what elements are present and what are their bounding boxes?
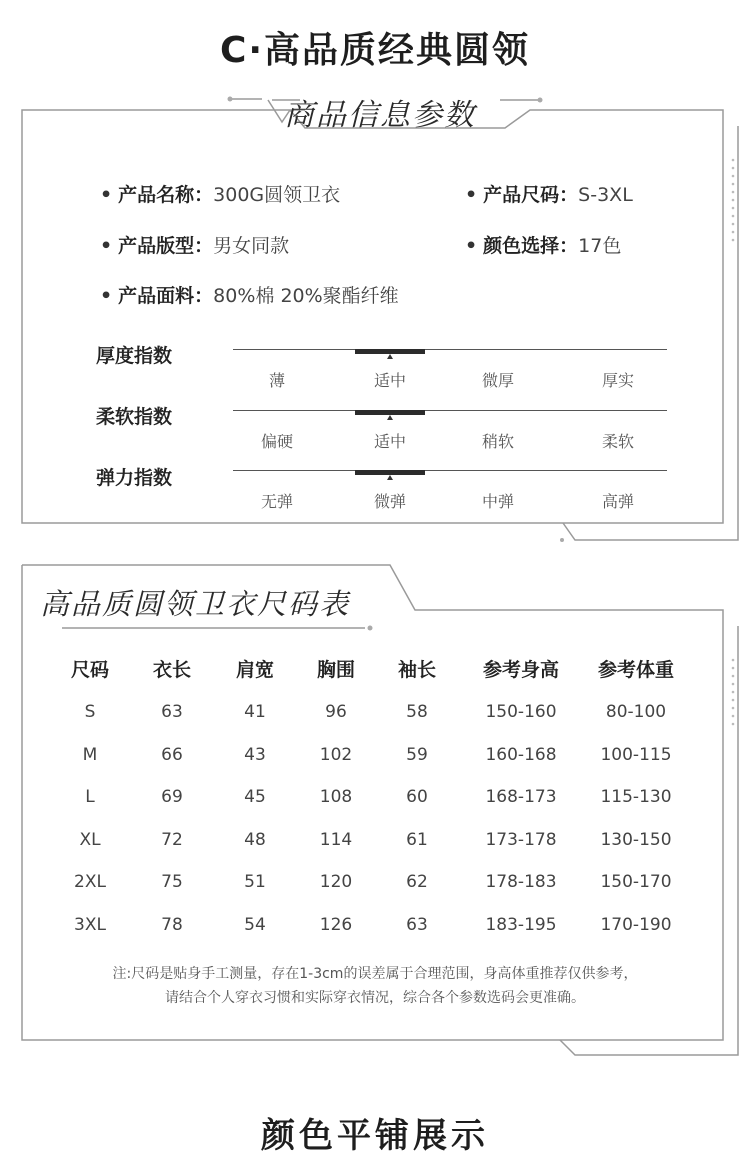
size-table-cell: 178-183 <box>485 872 557 892</box>
softness-index-label: 柔软指数 <box>96 406 173 428</box>
size-table-cell: 160-168 <box>485 745 557 765</box>
size-table-cell: 60 <box>406 787 428 807</box>
size-note-line: 注:尺码是贴身手工测量，存在1-3cm的误差属于合理范围，身高体重推荐仅供参考， <box>112 966 638 982</box>
elasticity-option: 高弹 <box>601 492 634 511</box>
page-title: C·高品质经典圆领 <box>219 30 531 71</box>
size-table-cell: 63 <box>161 702 183 722</box>
softness-index-track <box>233 410 667 411</box>
size-note-line: 请结合个人穿衣习惯和实际穿衣情况，综合各个参数选码会更准确。 <box>165 990 585 1006</box>
size-table-cell: 3XL <box>74 915 106 935</box>
param-fit: • 产品版型：男女同款 <box>100 235 290 257</box>
size-table-cell: 115-130 <box>600 787 672 807</box>
thickness-index-track <box>233 349 667 350</box>
size-table-cell: 120 <box>319 872 353 892</box>
softness-option: 柔软 <box>601 432 634 451</box>
param-name: • 产品名称：300G圆领卫衣 <box>100 184 341 206</box>
thickness-index-label: 厚度指数 <box>96 345 173 367</box>
section-title-color-display: 颜色平铺展示 <box>261 1116 489 1156</box>
size-table-cell: 96 <box>325 702 347 722</box>
thickness-index-pointer <box>387 354 393 359</box>
size-table-cell: 75 <box>161 872 183 892</box>
size-table-cell: 54 <box>244 915 266 935</box>
elasticity-index-track <box>233 470 667 471</box>
size-panel-label: 高品质圆领卫衣尺码表 <box>40 587 351 621</box>
softness-option: 偏硬 <box>260 432 293 451</box>
size-table-cell: 41 <box>244 702 266 722</box>
size-table-cell: S <box>84 702 96 722</box>
size-table-cell: 150-170 <box>600 872 672 892</box>
size-table-cell: L <box>85 787 95 807</box>
elasticity-index-pointer <box>387 475 393 480</box>
size-table-cell: 183-195 <box>485 915 557 935</box>
size-table-cell: 150-160 <box>485 702 557 722</box>
size-table-cell: 78 <box>161 915 183 935</box>
params-panel-label: 商品信息参数 <box>284 98 476 133</box>
size-table-header: 胸围 <box>316 659 355 681</box>
size-table-cell: 173-178 <box>485 830 557 850</box>
elasticity-option: 无弹 <box>260 492 293 511</box>
softness-option: 稍软 <box>481 432 514 451</box>
size-table-header: 袖长 <box>397 659 436 681</box>
size-table-cell: 59 <box>406 745 428 765</box>
size-table-header: 参考身高 <box>482 659 559 681</box>
thickness-option: 薄 <box>268 371 285 390</box>
size-table-header: 肩宽 <box>235 659 274 681</box>
size-table-cell: M <box>82 745 98 765</box>
size-table-cell: 80-100 <box>605 702 667 722</box>
size-table-cell: 114 <box>319 830 353 850</box>
size-table-cell: 51 <box>244 872 266 892</box>
param-fabric: • 产品面料：80%棉 20%聚酯纤维 <box>100 285 399 307</box>
param-size: • 产品尺码：S-3XL <box>465 184 633 206</box>
size-table-cell: XL <box>79 830 101 850</box>
size-table-cell: 170-190 <box>600 915 672 935</box>
size-table-cell: 72 <box>161 830 183 850</box>
size-table-cell: 108 <box>319 787 353 807</box>
size-table-cell: 102 <box>319 745 353 765</box>
size-table-cell: 100-115 <box>600 745 672 765</box>
elasticity-option: 微弹 <box>373 492 406 511</box>
size-table-cell: 63 <box>406 915 428 935</box>
size-table-cell: 126 <box>319 915 353 935</box>
thickness-option: 微厚 <box>481 371 514 390</box>
size-table-cell: 48 <box>244 830 266 850</box>
size-table-cell: 66 <box>161 745 183 765</box>
elasticity-index-label: 弹力指数 <box>96 467 173 489</box>
size-table-header: 尺码 <box>70 659 109 681</box>
size-table-cell: 130-150 <box>600 830 672 850</box>
size-table-cell: 45 <box>244 787 266 807</box>
size-note <box>40 962 710 1010</box>
size-table-cell: 61 <box>406 830 428 850</box>
size-table-header: 衣长 <box>152 659 191 681</box>
size-table-cell: 168-173 <box>485 787 557 807</box>
thickness-option: 厚实 <box>601 371 634 390</box>
size-table-header: 参考体重 <box>597 659 674 681</box>
param-color: • 颜色选择：17色 <box>465 235 622 257</box>
size-table-cell: 62 <box>406 872 428 892</box>
softness-option: 适中 <box>373 432 406 451</box>
size-table-cell: 58 <box>406 702 428 722</box>
size-table-cell: 69 <box>161 787 183 807</box>
thickness-option: 适中 <box>373 371 406 390</box>
elasticity-option: 中弹 <box>481 492 514 511</box>
softness-index-pointer <box>387 415 393 420</box>
size-table-cell: 43 <box>244 745 266 765</box>
size-table-cell: 2XL <box>74 872 106 892</box>
